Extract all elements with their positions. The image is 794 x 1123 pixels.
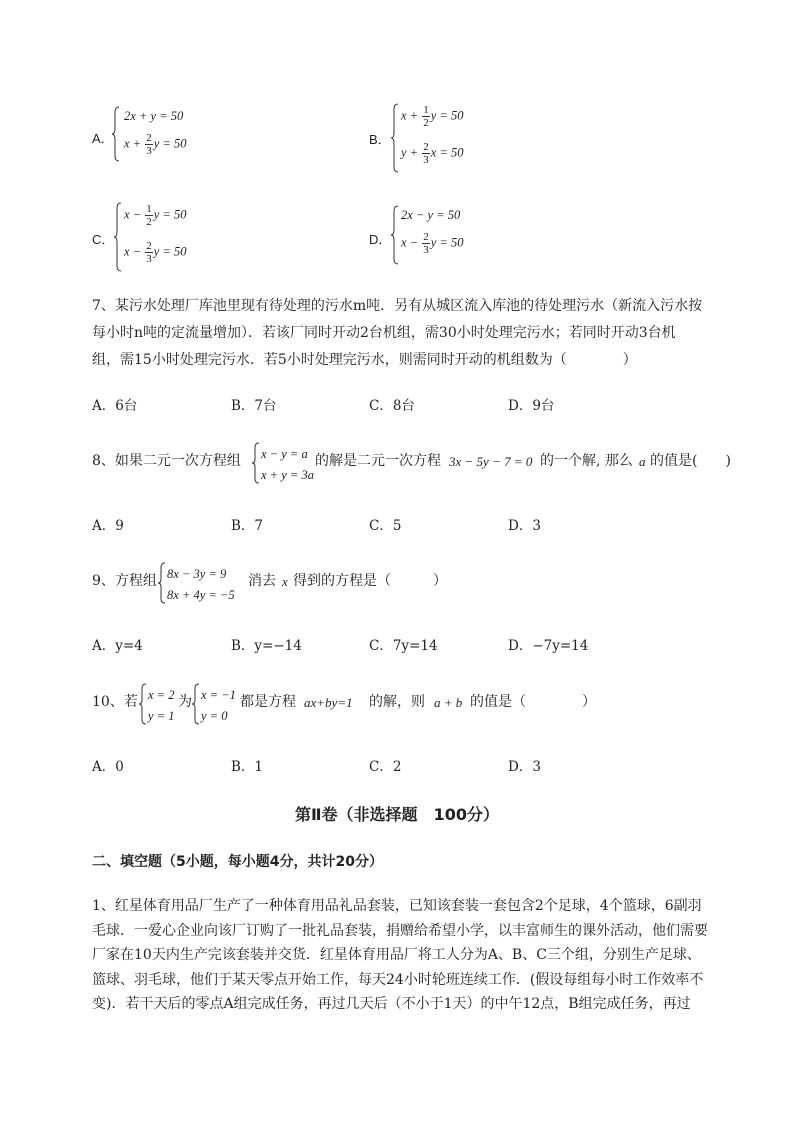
option-label: C． [92, 232, 115, 247]
equation: x − y = a [261, 447, 308, 461]
left-brace-icon [112, 106, 120, 162]
equation: x + y = 3a [261, 468, 314, 482]
section-2-heading: 二、填空题（5小题，每小题4分，共计20分） [92, 854, 383, 870]
question-text-line: 篮球、羽毛球，他们于某天零点开始工作，每天24小时轮班连续工作．(假设每组每小时工作效率不 [92, 971, 704, 988]
question-10 [92, 681, 752, 727]
left-brace-icon [391, 205, 399, 265]
equation: 8x + 4y = −5 [167, 588, 235, 602]
q10-option-c[interactable]: C．2 [369, 759, 402, 775]
q7-option-d[interactable]: D．9台 [508, 398, 555, 414]
q7-option-c[interactable]: C．8台 [369, 398, 415, 414]
q6-option-c[interactable] [92, 202, 292, 272]
left-brace-icon [114, 202, 122, 272]
q10-option-b[interactable]: B．1 [231, 759, 264, 775]
q10-option-a[interactable]: A．0 [92, 759, 124, 775]
question-text: 的值是( ) [650, 453, 731, 469]
q8-option-b[interactable]: B．7 [231, 518, 264, 534]
question-text-line: 组，需15小时处理完污水．若5小时处理完污水，则需同时开动的机组数为（ ） [92, 352, 637, 368]
variable: a [639, 454, 646, 469]
q9-option-a[interactable]: A．y=4 [92, 638, 143, 654]
equation: ax+by=1 [304, 695, 353, 710]
equation: x = −1 [201, 688, 236, 702]
equation: 8x − 3y = 9 [167, 567, 227, 581]
question-text: 的一个解, 那么 [540, 453, 633, 469]
q6-option-a[interactable] [92, 106, 292, 166]
question-text: 的解，则 [369, 694, 425, 710]
option-label: D． [369, 232, 392, 247]
question-text: 10、若 [92, 694, 138, 710]
equation: 2x + y = 50 [124, 109, 184, 123]
q9-option-b[interactable]: B．y=−14 [231, 638, 302, 654]
question-text: 得到的方程是（ ） [293, 573, 447, 589]
q8-option-c[interactable]: C．5 [369, 518, 402, 534]
question-text: 的值是（ ） [470, 694, 596, 710]
question-text-line: 变)．若干天后的零点A组完成任务，再过几天后（不小于1天）的中午12点，B组完成任务，再过 [92, 996, 691, 1012]
equation: 2x − y = 50 [401, 208, 461, 222]
q7-option-a[interactable]: A．6台 [92, 398, 138, 414]
q10-option-d[interactable]: D．3 [508, 759, 541, 775]
question-text: 8、如果二元一次方程组 [92, 453, 241, 469]
equation: x − $\frac{1}{2}$ y = 50 [124, 203, 187, 228]
question-text: 消去 [248, 573, 276, 589]
question-7 [92, 293, 702, 374]
question-text-line: 1、红星体育用品厂生产了一种体育用品礼品套装，已知该套装一套包含2个足球，4个篮球，6副羽 [92, 898, 702, 914]
fill-question-1 [92, 894, 752, 1017]
option-label: A． [92, 131, 114, 146]
question-9 [92, 560, 752, 606]
equation: x − $\frac{2}{3}$ y = 50 [401, 231, 464, 256]
q9-option-c[interactable]: C．7y=14 [369, 638, 438, 654]
question-8 [92, 440, 752, 486]
q8-option-d[interactable]: D．3 [508, 518, 541, 534]
left-brace-icon [391, 103, 399, 173]
equation: x − $\frac{2}{3}$ y = 50 [124, 240, 187, 265]
question-text: 的解是二元一次方程 [315, 453, 441, 469]
equation: 3x − 5y − 7 = 0 [449, 454, 533, 469]
q6-option-b[interactable] [369, 103, 569, 173]
question-text: 9、方程组 [92, 573, 157, 589]
question-text: 为 [178, 694, 192, 710]
equation: y + $\frac{2}{3}$ x = 50 [401, 141, 464, 166]
variable: x [282, 574, 288, 589]
question-text: 都是方程 [240, 694, 296, 710]
q9-option-d[interactable]: D．−7y=14 [508, 638, 589, 654]
equation: x + $\frac{2}{3}$ y = 50 [124, 132, 187, 157]
q7-option-b[interactable]: B．7台 [231, 398, 277, 414]
question-text-line: 毛球．一爱心企业向该厂订购了一批礼品套装，捐赠给希望小学，以丰富师生的课外活动，他们需要 [92, 922, 708, 939]
left-brace-icon [139, 683, 147, 725]
left-brace-icon [192, 683, 200, 725]
q6-option-d[interactable] [369, 205, 569, 269]
left-brace-icon [158, 562, 166, 604]
equation: a + b [434, 695, 463, 710]
left-brace-icon [252, 442, 260, 484]
part-2-title: 第Ⅱ卷（非选择题 100分） [295, 805, 499, 824]
question-text-line: 每小时n吨的定流量增加）．若该厂同时开动2台机组，需30小时处理完污水；若同时开动3台机 [92, 325, 676, 341]
equation: y = 0 [201, 709, 228, 723]
question-text-line: 厂家在10天内生产完该套装并交货．红星体育用品厂将工人分为A、B、C三个组，分别生产足球、 [92, 947, 701, 963]
equation: x + $\frac{1}{2}$ y = 50 [401, 104, 464, 129]
q8-option-a[interactable]: A．9 [92, 518, 124, 534]
equation: x = 2 [148, 688, 175, 702]
equation: y = 1 [148, 709, 175, 723]
option-label: B． [369, 132, 391, 147]
question-text-line: 7、某污水处理厂库池里现有待处理的污水m吨．另有从城区流入库池的待处理污水（新流入污水按 [92, 298, 703, 314]
